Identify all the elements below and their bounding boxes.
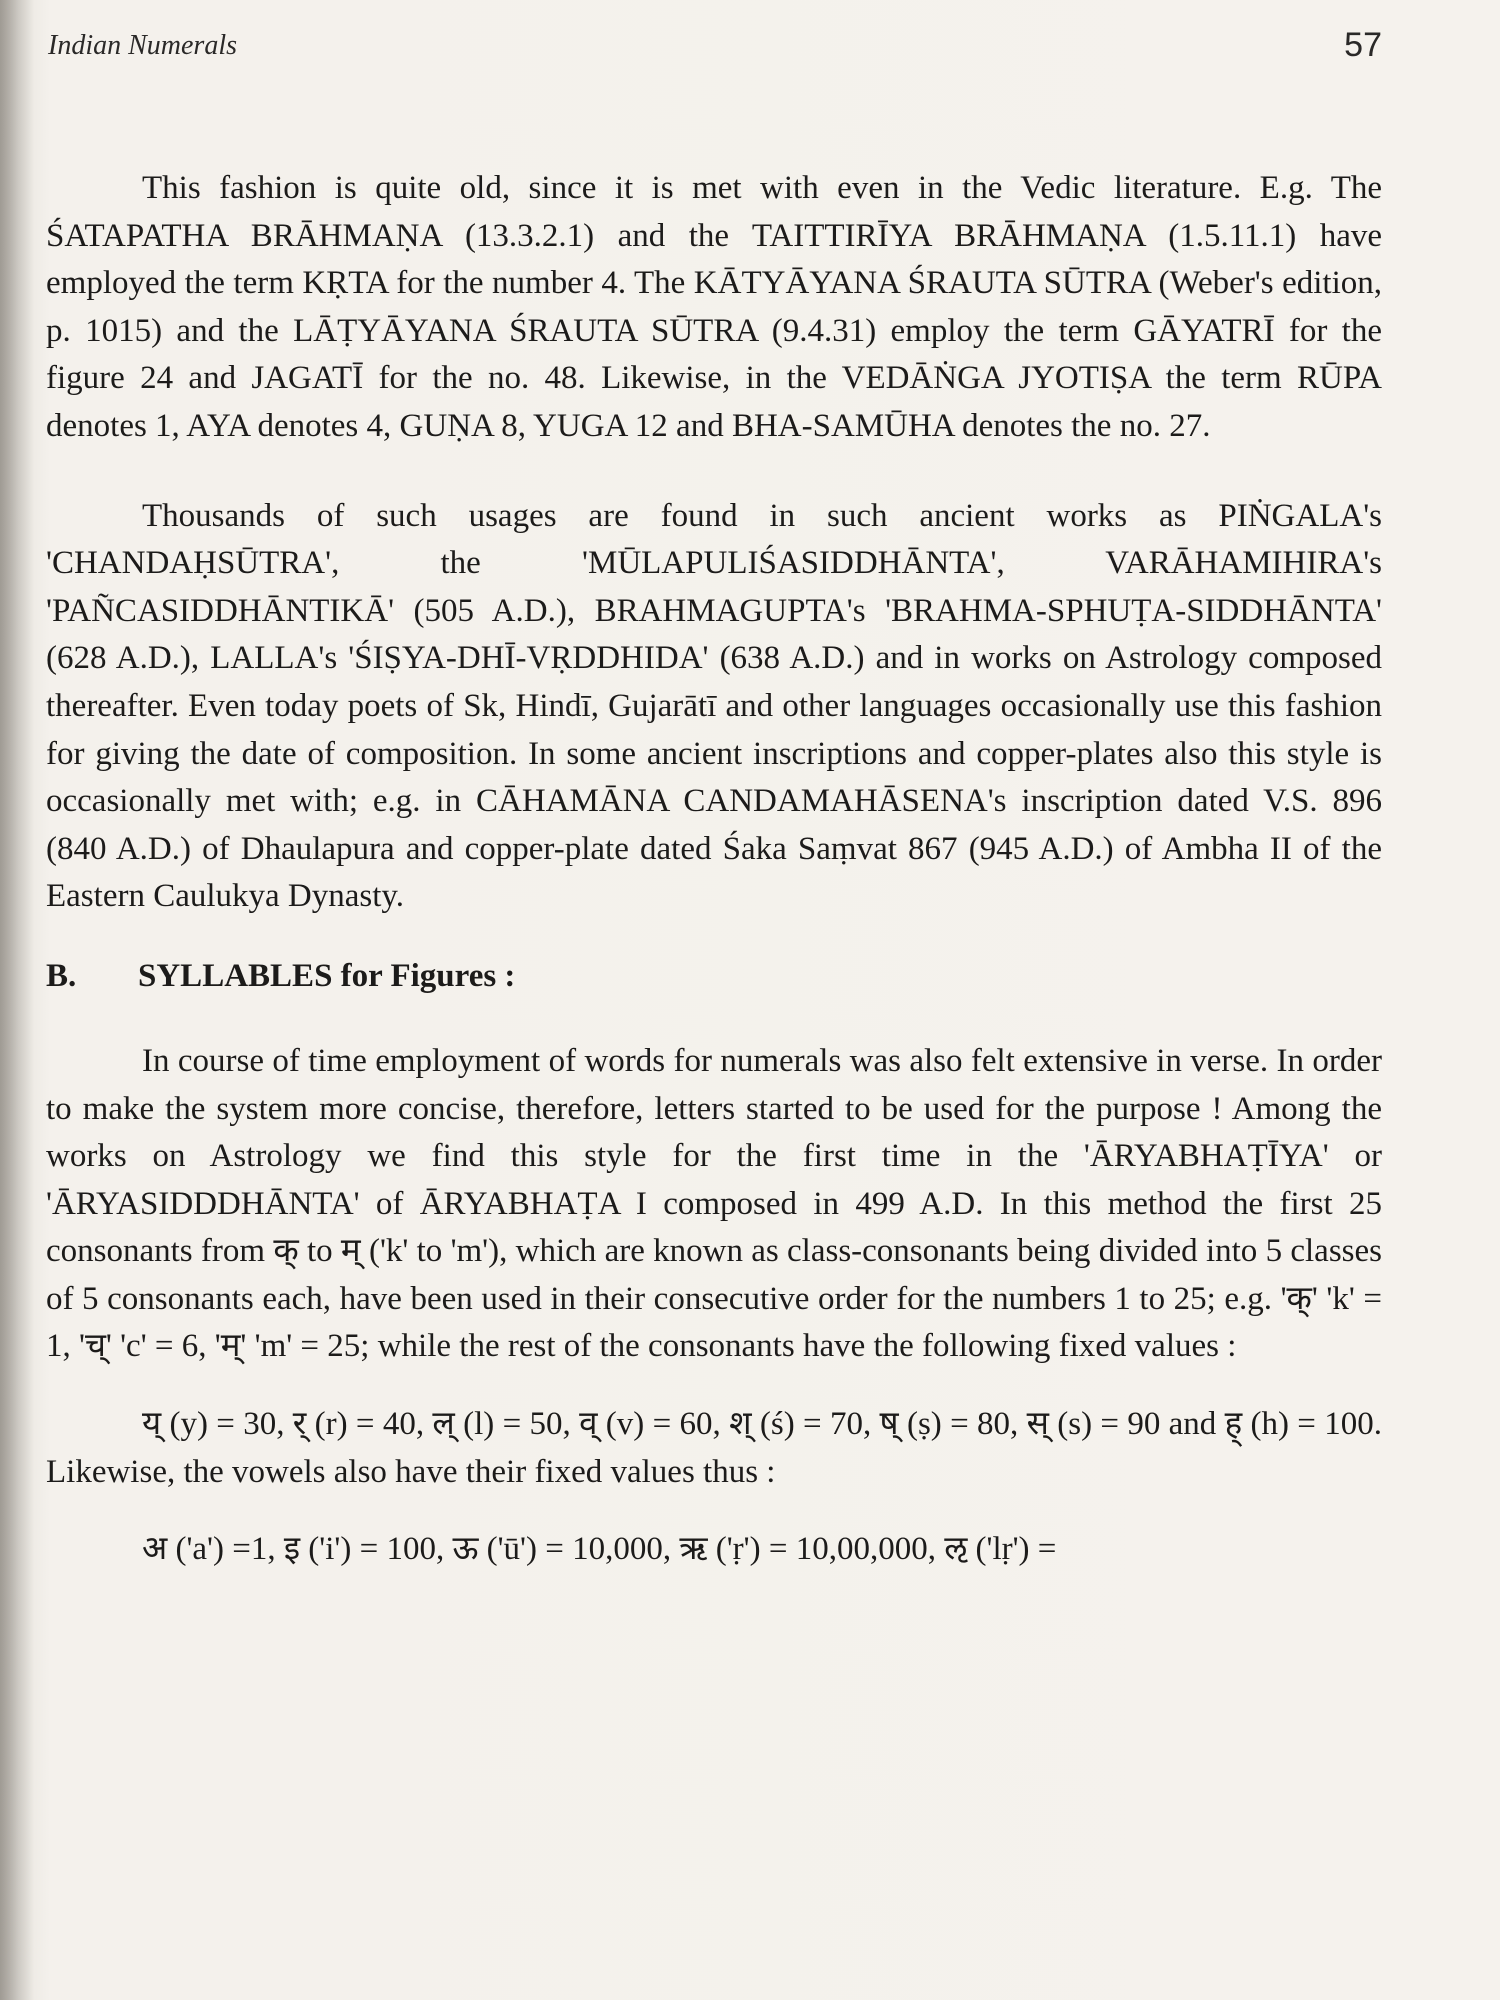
section-title: SYLLABLES for Figures : (138, 957, 516, 994)
running-title: Indian Numerals (48, 30, 237, 61)
binding-shadow (0, 0, 34, 2000)
section-heading (46, 953, 1382, 1000)
paragraph-ancient-works: Thousands of such usages are found in such ancient works as PIṄGALA's 'CHANDAḤSŪTRA', the 'MŪLAPULIŚASIDDHĀNTA', VARĀHAMIHIRA's 'PAÑCASIDDHĀNTIKĀ' (505 A.D.), BRAHMAGUPTA's 'BRAHMA-SPHUṬA-SIDDHĀNTA' (628 A.D.), LALLA's 'ŚIṢYA-DHĪ-VṚDDHIDA' (638 A.D.) and in works on Astrology composed thereafter. Even today poets of Sk, Hindī, Gujarātī and other languages occasionally use this fashion for giving the date of composition. In some ancient inscriptions and copper-plates also this style is occasionally met with; e.g. in CĀHAMĀNA CANDAMAHĀSENA's inscription dated V.S. 896 (840 A.D.) of Dhaulapura and copper-plate dated Śaka Saṃvat 867 (945 A.D.) of Ambha II of the Eastern Caulukya Dynasty. (46, 497, 1382, 915)
paragraph-vedic-usage: This fashion is quite old, since it is met with even in the Vedic literature. E.g. The ŚATAPATHA BRĀHMAṆA (13.3.2.1) and the TAITTIRĪYA BRĀHMAṆA (1.5.11.1) have employed the term KṚTA for the number 4. The KĀTYĀYANA ŚRAUTA SŪTRA (Weber's edition, p. 1015) and the LĀṬYĀYANA ŚRAUTA SŪTRA (9.4.31) employ the term GĀYATRĪ for the figure 24 and JAGATĪ for the no. 48. Likewise, in the VEDĀṄGA JYOTIṢA the term RŪPA denotes 1, AYA denotes 4, GUṆA 8, YUGA 12 and BHA-SAMŪHA denotes the no. 27. (46, 170, 1382, 444)
paragraph-vowel-values: अ ('a') =1, इ ('i') = 100, ऊ ('ū') = 10,000, ऋ ('ṛ') = 10,00,000, ऌ ('lṛ') = (142, 1531, 1057, 1568)
page-body (46, 165, 1382, 1574)
section-label: B. (46, 957, 77, 994)
paragraph-consonant-values: य् (y) = 30, र् (r) = 40, ल् (l) = 50, व् (v) = 60, श् (ś) = 70, ष् (ṣ) = 80, स् (s) = 90 and ह् (h) = 100. Likewise, the vowels also have their fixed values thus : (46, 1406, 1382, 1490)
page-number: 57 (1344, 26, 1382, 64)
paragraph-syllables: In course of time employment of words for numerals was also felt extensive in verse. In order to make the system more concise, therefore, letters started to be used for the purpose ! Among the works on Astrology we find this style for the first time in the 'ĀRYABHAṬĪYA' or 'ĀRYASIDDDHĀNTA' of ĀRYABHAṬA I composed in 499 A.D. In this method the first 25 consonants from क् to म् ('k' to 'm'), which are known as class-consonants being divided into 5 classes of 5 consonants each, have been used in their consecutive order for the numbers 1 to 25; e.g. 'क्' 'k' = 1, 'च्' 'c' = 6, 'म्' 'm' = 25; while the rest of the consonants have the following fixed values : (46, 1042, 1382, 1365)
